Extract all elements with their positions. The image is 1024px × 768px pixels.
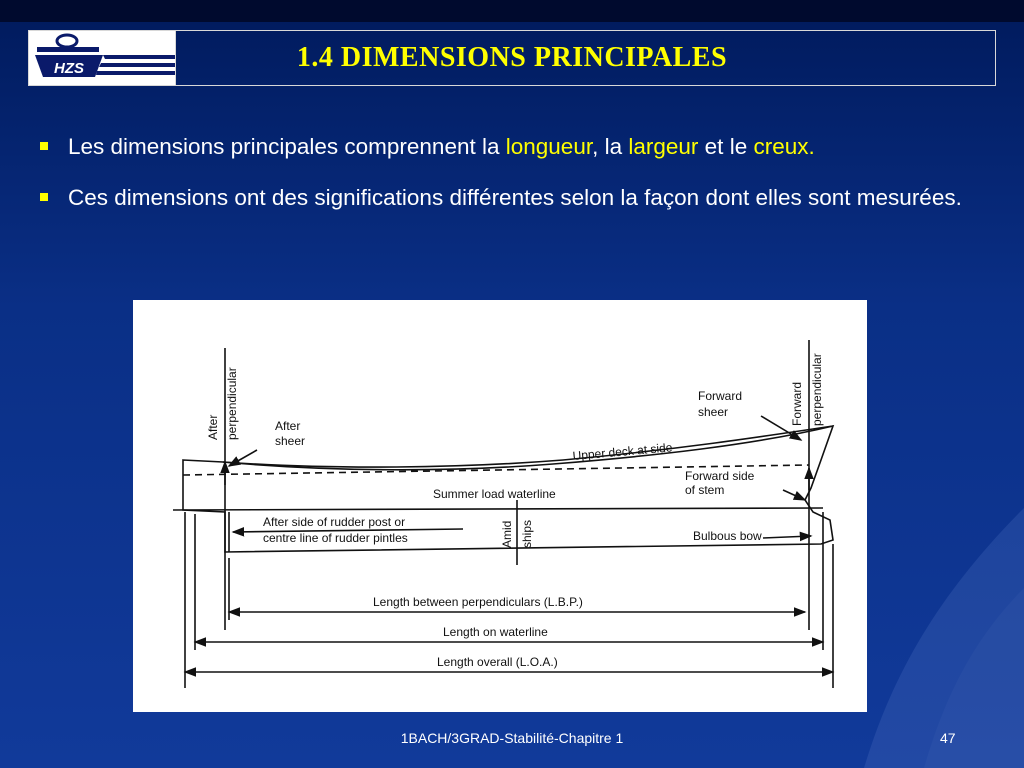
label-after-sheer-2: sheer — [275, 434, 306, 448]
hzs-logo-icon — [29, 31, 175, 85]
summer-waterline — [173, 508, 823, 510]
label-after-perpendicular-2: perpendicular — [225, 367, 239, 440]
corner-decoration — [804, 468, 1024, 768]
label-lwl: Length on waterline — [443, 625, 548, 639]
label-forward-sheer-1: Forward — [698, 389, 743, 403]
label-forward-perpendicular-1: Forward — [790, 381, 804, 426]
bullet-list — [40, 128, 990, 230]
page-number: 47 — [940, 730, 956, 746]
ship-diagram-svg — [133, 300, 867, 712]
top-strip — [0, 0, 1024, 22]
bullet-text: Les dimensions principales comprennent la — [68, 134, 506, 159]
bullet-item — [40, 179, 990, 216]
footer-course-label: 1BACH/3GRAD-Stabilité-Chapitre 1 — [400, 730, 624, 746]
upper-deck-line — [223, 426, 833, 467]
bullet-square-icon — [40, 193, 48, 201]
label-forward-sheer-2: sheer — [698, 405, 729, 419]
bullet-text: , la — [592, 134, 629, 159]
label-forward-stem-2: of stem — [685, 483, 725, 497]
label-lbp: Length between perpendiculars (L.B.P.) — [373, 595, 583, 609]
keyword-creux: creux. — [753, 134, 815, 159]
label-forward-stem-1: Forward side — [685, 469, 755, 483]
logo-text: HZS — [54, 60, 84, 77]
bullet-item — [40, 128, 990, 165]
label-loa: Length overall (L.O.A.) — [437, 655, 558, 669]
logo — [28, 30, 176, 86]
label-amidships-1: Amid — [500, 520, 514, 548]
keyword-largeur: largeur — [628, 134, 699, 159]
label-upper-deck: Upper deck at side — [572, 440, 673, 463]
label-after-sheer-1: After — [275, 419, 301, 433]
bullet-text: et le — [698, 134, 754, 159]
label-rudder-2: centre line of rudder pintles — [263, 531, 408, 545]
bullet-text: Ces dimensions ont des significations différentes selon la façon dont elles sont mesurées. — [68, 185, 962, 210]
page-title: 1.4 DIMENSIONS PRINCIPALES — [296, 42, 728, 73]
keyword-longueur: longueur — [505, 134, 593, 159]
ship-dimensions-diagram — [133, 300, 867, 712]
label-amidships-2: ships — [520, 519, 534, 548]
label-after-perpendicular-1: After — [206, 414, 220, 440]
label-forward-perpendicular-2: perpendicular — [810, 353, 824, 426]
bullet-square-icon — [40, 142, 48, 150]
label-rudder-1: After side of rudder post or — [263, 515, 406, 529]
label-summer-waterline: Summer load waterline — [433, 487, 556, 501]
label-bulbous-bow: Bulbous bow — [693, 529, 762, 543]
